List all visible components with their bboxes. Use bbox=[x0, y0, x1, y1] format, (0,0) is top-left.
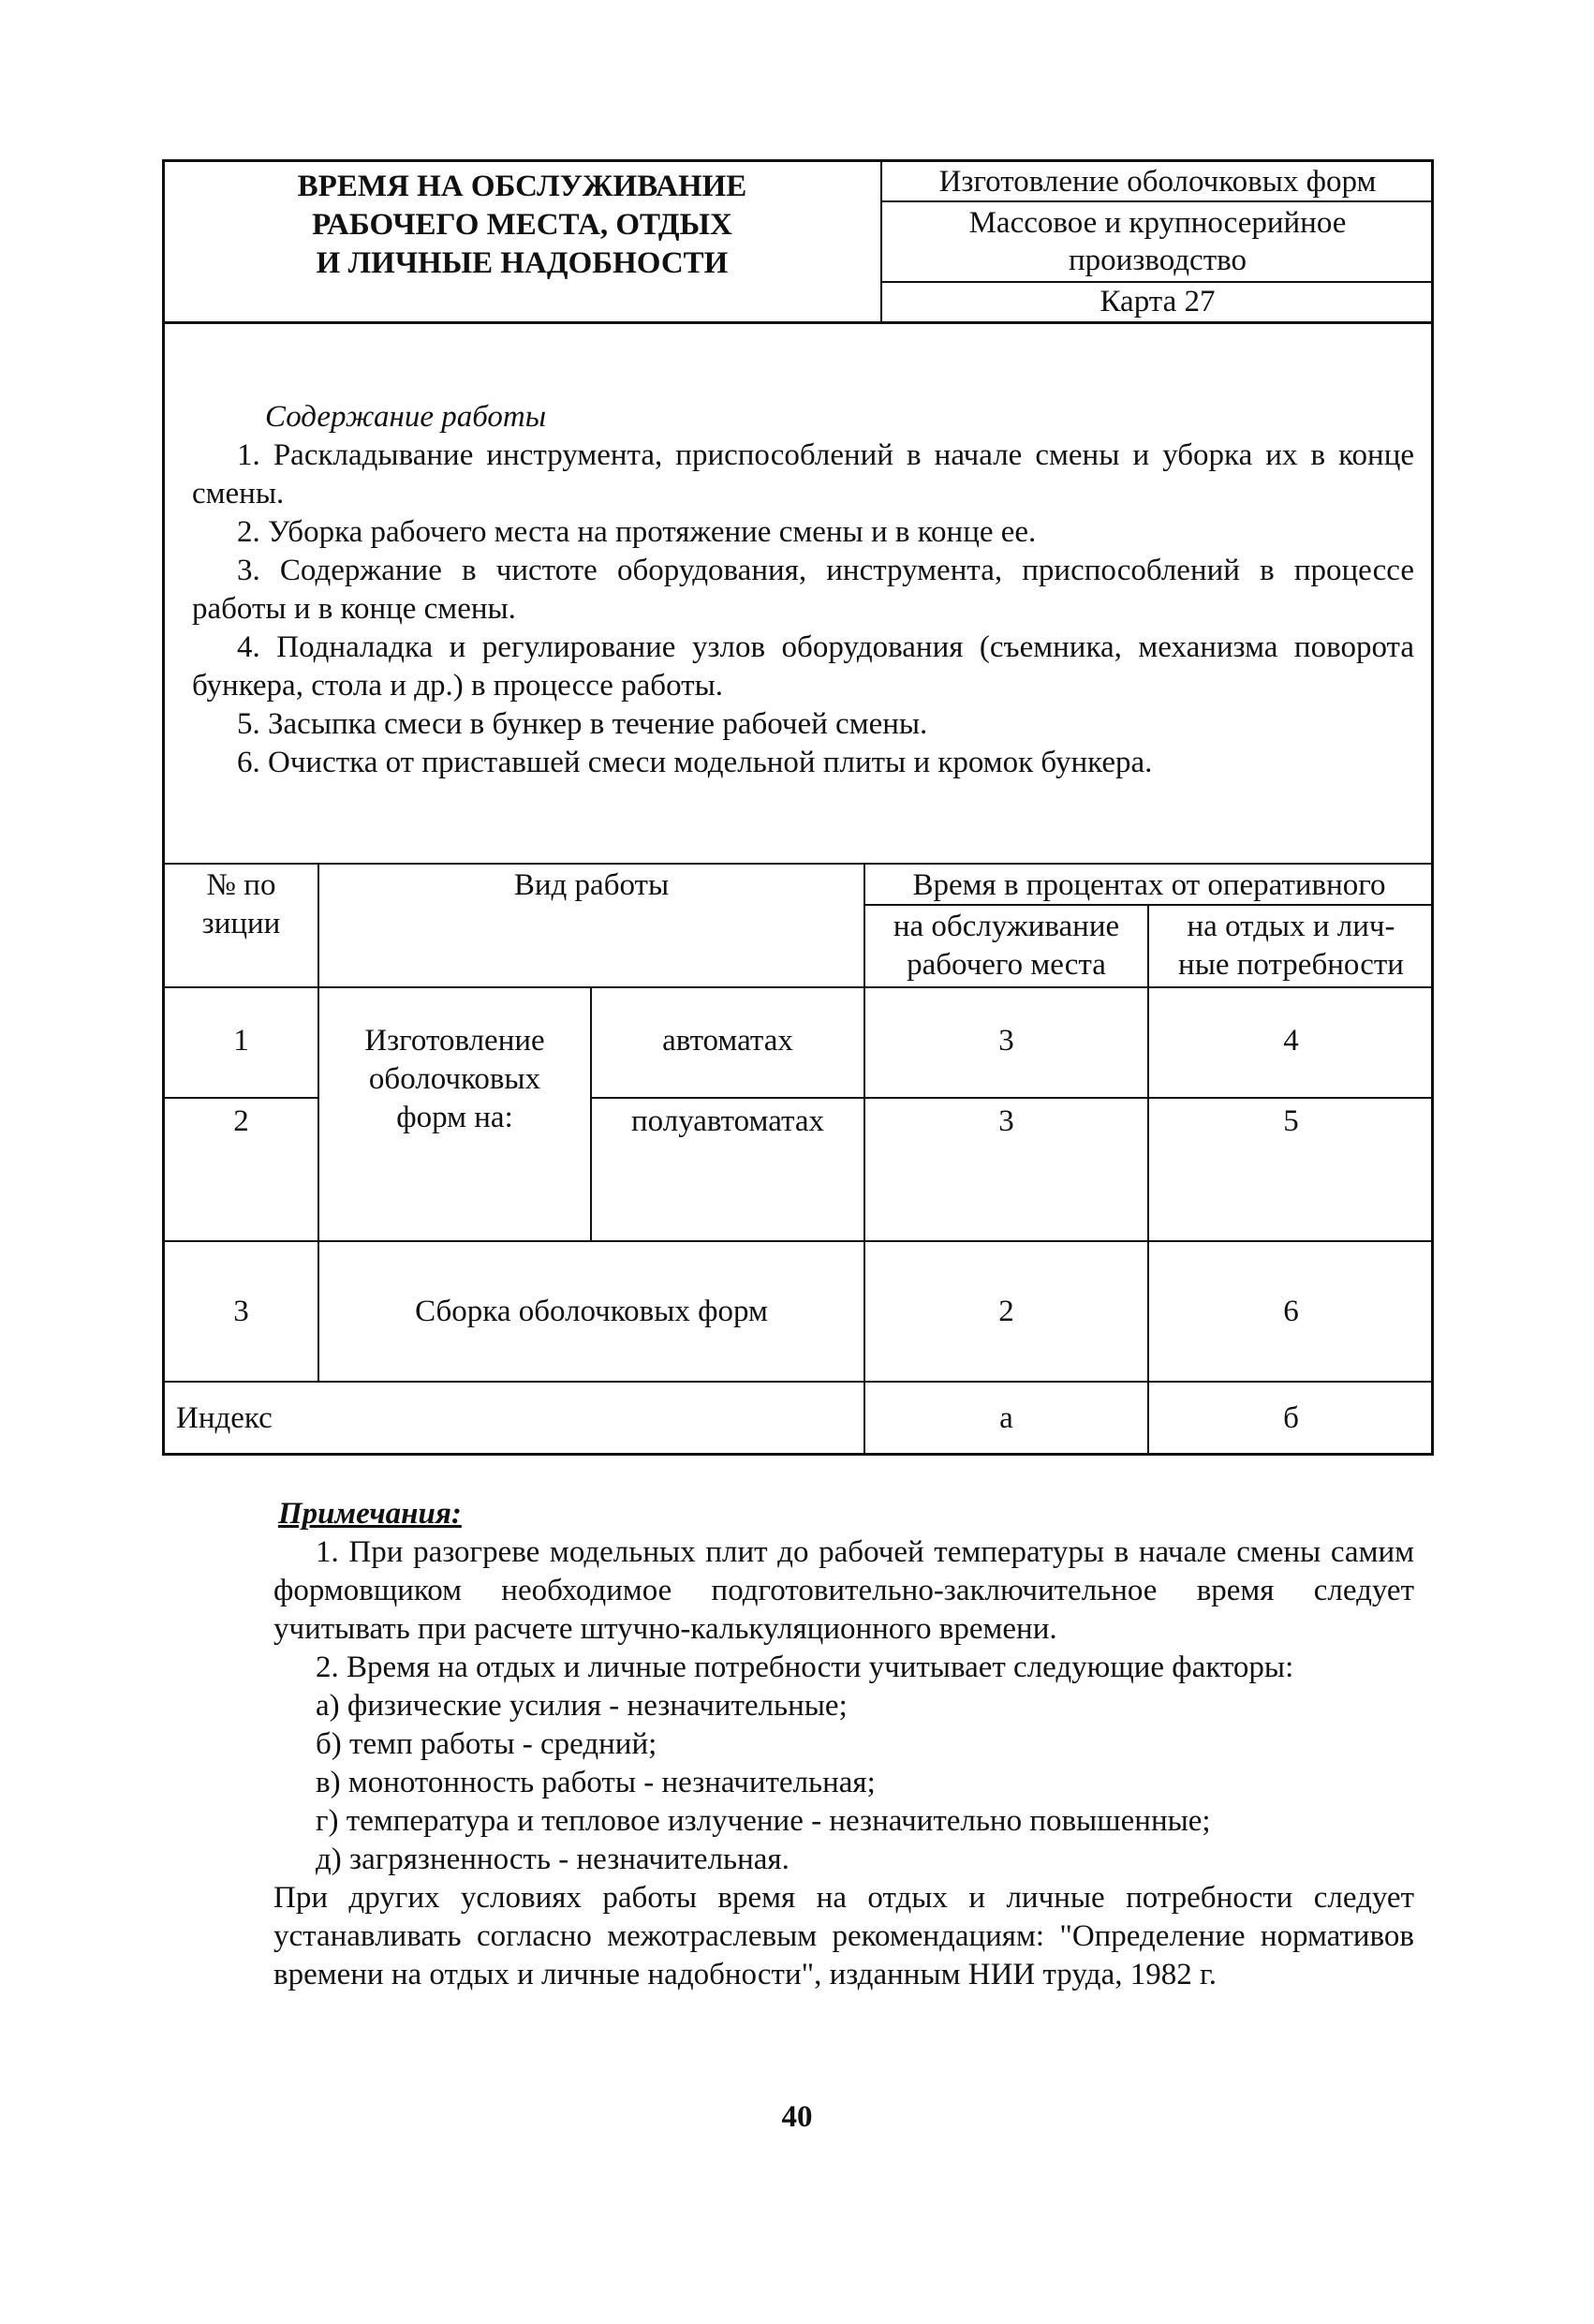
divider bbox=[590, 1097, 1433, 1099]
content-item: 3. Содержание в чистоте оборудования, инструмента, приспособлений в процессе работы и в конце смены. bbox=[192, 554, 1414, 626]
cell-service: 3 bbox=[998, 1104, 1014, 1138]
page-title bbox=[165, 162, 879, 321]
card-number: Карта 27 bbox=[1100, 285, 1216, 318]
header-line: на отдых и лич- bbox=[1187, 910, 1395, 943]
note-paragraph: 2. Время на отдых и личные потребности учитывает следующие факторы: bbox=[316, 1650, 1294, 1684]
cell-work: полуавтоматах bbox=[631, 1104, 824, 1138]
cell-position: 2 bbox=[233, 1104, 249, 1138]
divider bbox=[163, 986, 1433, 988]
group-line: Изготовление bbox=[364, 1024, 545, 1058]
factor-item: д) загрязненность - незначительная. bbox=[316, 1843, 790, 1876]
title-line: ВРЕМЯ НА ОБСЛУЖИВАНИЕ bbox=[297, 170, 747, 203]
cell-work: автоматах bbox=[662, 1024, 793, 1058]
content-item: 6. Очистка от приставшей смеси модельной плиты и кромок бункера. bbox=[237, 746, 1153, 779]
cell-position: 1 bbox=[233, 1024, 249, 1058]
notes bbox=[273, 1495, 1414, 1994]
divider bbox=[163, 1381, 1433, 1383]
cell-position: 3 bbox=[233, 1295, 249, 1328]
header-line: ные потребности bbox=[1178, 948, 1404, 982]
card-frame bbox=[162, 159, 1434, 1456]
header-position bbox=[165, 866, 317, 943]
header-line: № по bbox=[206, 868, 276, 902]
factor-item: б) темп работы - средний; bbox=[316, 1727, 657, 1761]
cell-service: 3 bbox=[998, 1024, 1014, 1058]
header-line: рабочего места bbox=[907, 948, 1106, 982]
content-heading: Содержание работы bbox=[265, 400, 547, 434]
header-service bbox=[865, 908, 1147, 984]
cell-service: 2 bbox=[998, 1295, 1014, 1328]
production-type bbox=[882, 204, 1433, 279]
category-label: Изготовление оболочковых форм bbox=[938, 165, 1377, 199]
production-line: Массовое и крупносерийное bbox=[968, 206, 1347, 240]
factor-item: г) температура и тепловое излучение - незначительно повышенные; bbox=[316, 1804, 1211, 1838]
page-number: 40 bbox=[781, 2100, 813, 2134]
title-line: РАБОЧЕГО МЕСТА, ОТДЫХ bbox=[312, 208, 732, 242]
group-line: форм на: bbox=[396, 1101, 513, 1134]
divider bbox=[163, 1097, 318, 1099]
cell-rest: 6 bbox=[1283, 1295, 1299, 1328]
divider bbox=[1147, 904, 1149, 1455]
content-item: 4. Подналадка и регулирование узлов оборудования (съемника, механизма поворота бункера, стола и др.) в процессе работы. bbox=[192, 630, 1414, 703]
work-content bbox=[192, 398, 1414, 782]
production-line: производство bbox=[1069, 244, 1247, 277]
index-label: Индекс bbox=[176, 1401, 273, 1435]
divider bbox=[163, 321, 1433, 324]
content-item: 2. Уборка рабочего места на протяжение смены и в конце ее. bbox=[237, 515, 1037, 549]
index-rest: б bbox=[1283, 1401, 1299, 1435]
header-rest bbox=[1149, 908, 1433, 984]
cell-rest: 4 bbox=[1283, 1024, 1299, 1058]
divider bbox=[163, 863, 1433, 865]
header-line: на обслуживание bbox=[893, 910, 1120, 943]
notes-heading: Примечания: bbox=[278, 1497, 462, 1531]
group-line: оболочковых bbox=[368, 1062, 541, 1096]
note-closing: При других условиях работы время на отдых и личные потребности следует устанавливать согласно межотраслевым рекомендациям: "Определение нормативов времени на отдых и личные надобности", изданным НИИ труда, 1982 г. bbox=[273, 1881, 1414, 1991]
header-line: зиции bbox=[201, 907, 281, 940]
divider bbox=[163, 1240, 1433, 1242]
group-label bbox=[319, 1022, 590, 1137]
header-work-type: Вид работы bbox=[513, 868, 670, 902]
factor-item: а) физические усилия - незначительные; bbox=[316, 1689, 848, 1723]
index-service: а bbox=[999, 1401, 1013, 1435]
header-time-group: Время в процентах от оперативного bbox=[912, 868, 1386, 902]
factor-item: в) монотонность работы - незначительная; bbox=[316, 1766, 876, 1799]
title-line: И ЛИЧНЫЕ НАДОБНОСТИ bbox=[316, 246, 729, 280]
note-paragraph: 1. При разогреве модельных плит до рабочей температуры в начале смены самим формовщиком необходимое подготовительно-заключительное время следует учитывать при расчете штучно-калькуляционного времени. bbox=[273, 1535, 1414, 1646]
content-item: 5. Засыпка смеси в бункер в течение рабочей смены. bbox=[237, 707, 928, 741]
divider bbox=[880, 200, 1433, 202]
cell-rest: 5 bbox=[1283, 1104, 1299, 1138]
content-item: 1. Раскладывание инструмента, приспособлений в начале смены и уборка их в конце смены. bbox=[192, 438, 1414, 511]
cell-work: Сборка оболочковых форм bbox=[415, 1295, 768, 1328]
